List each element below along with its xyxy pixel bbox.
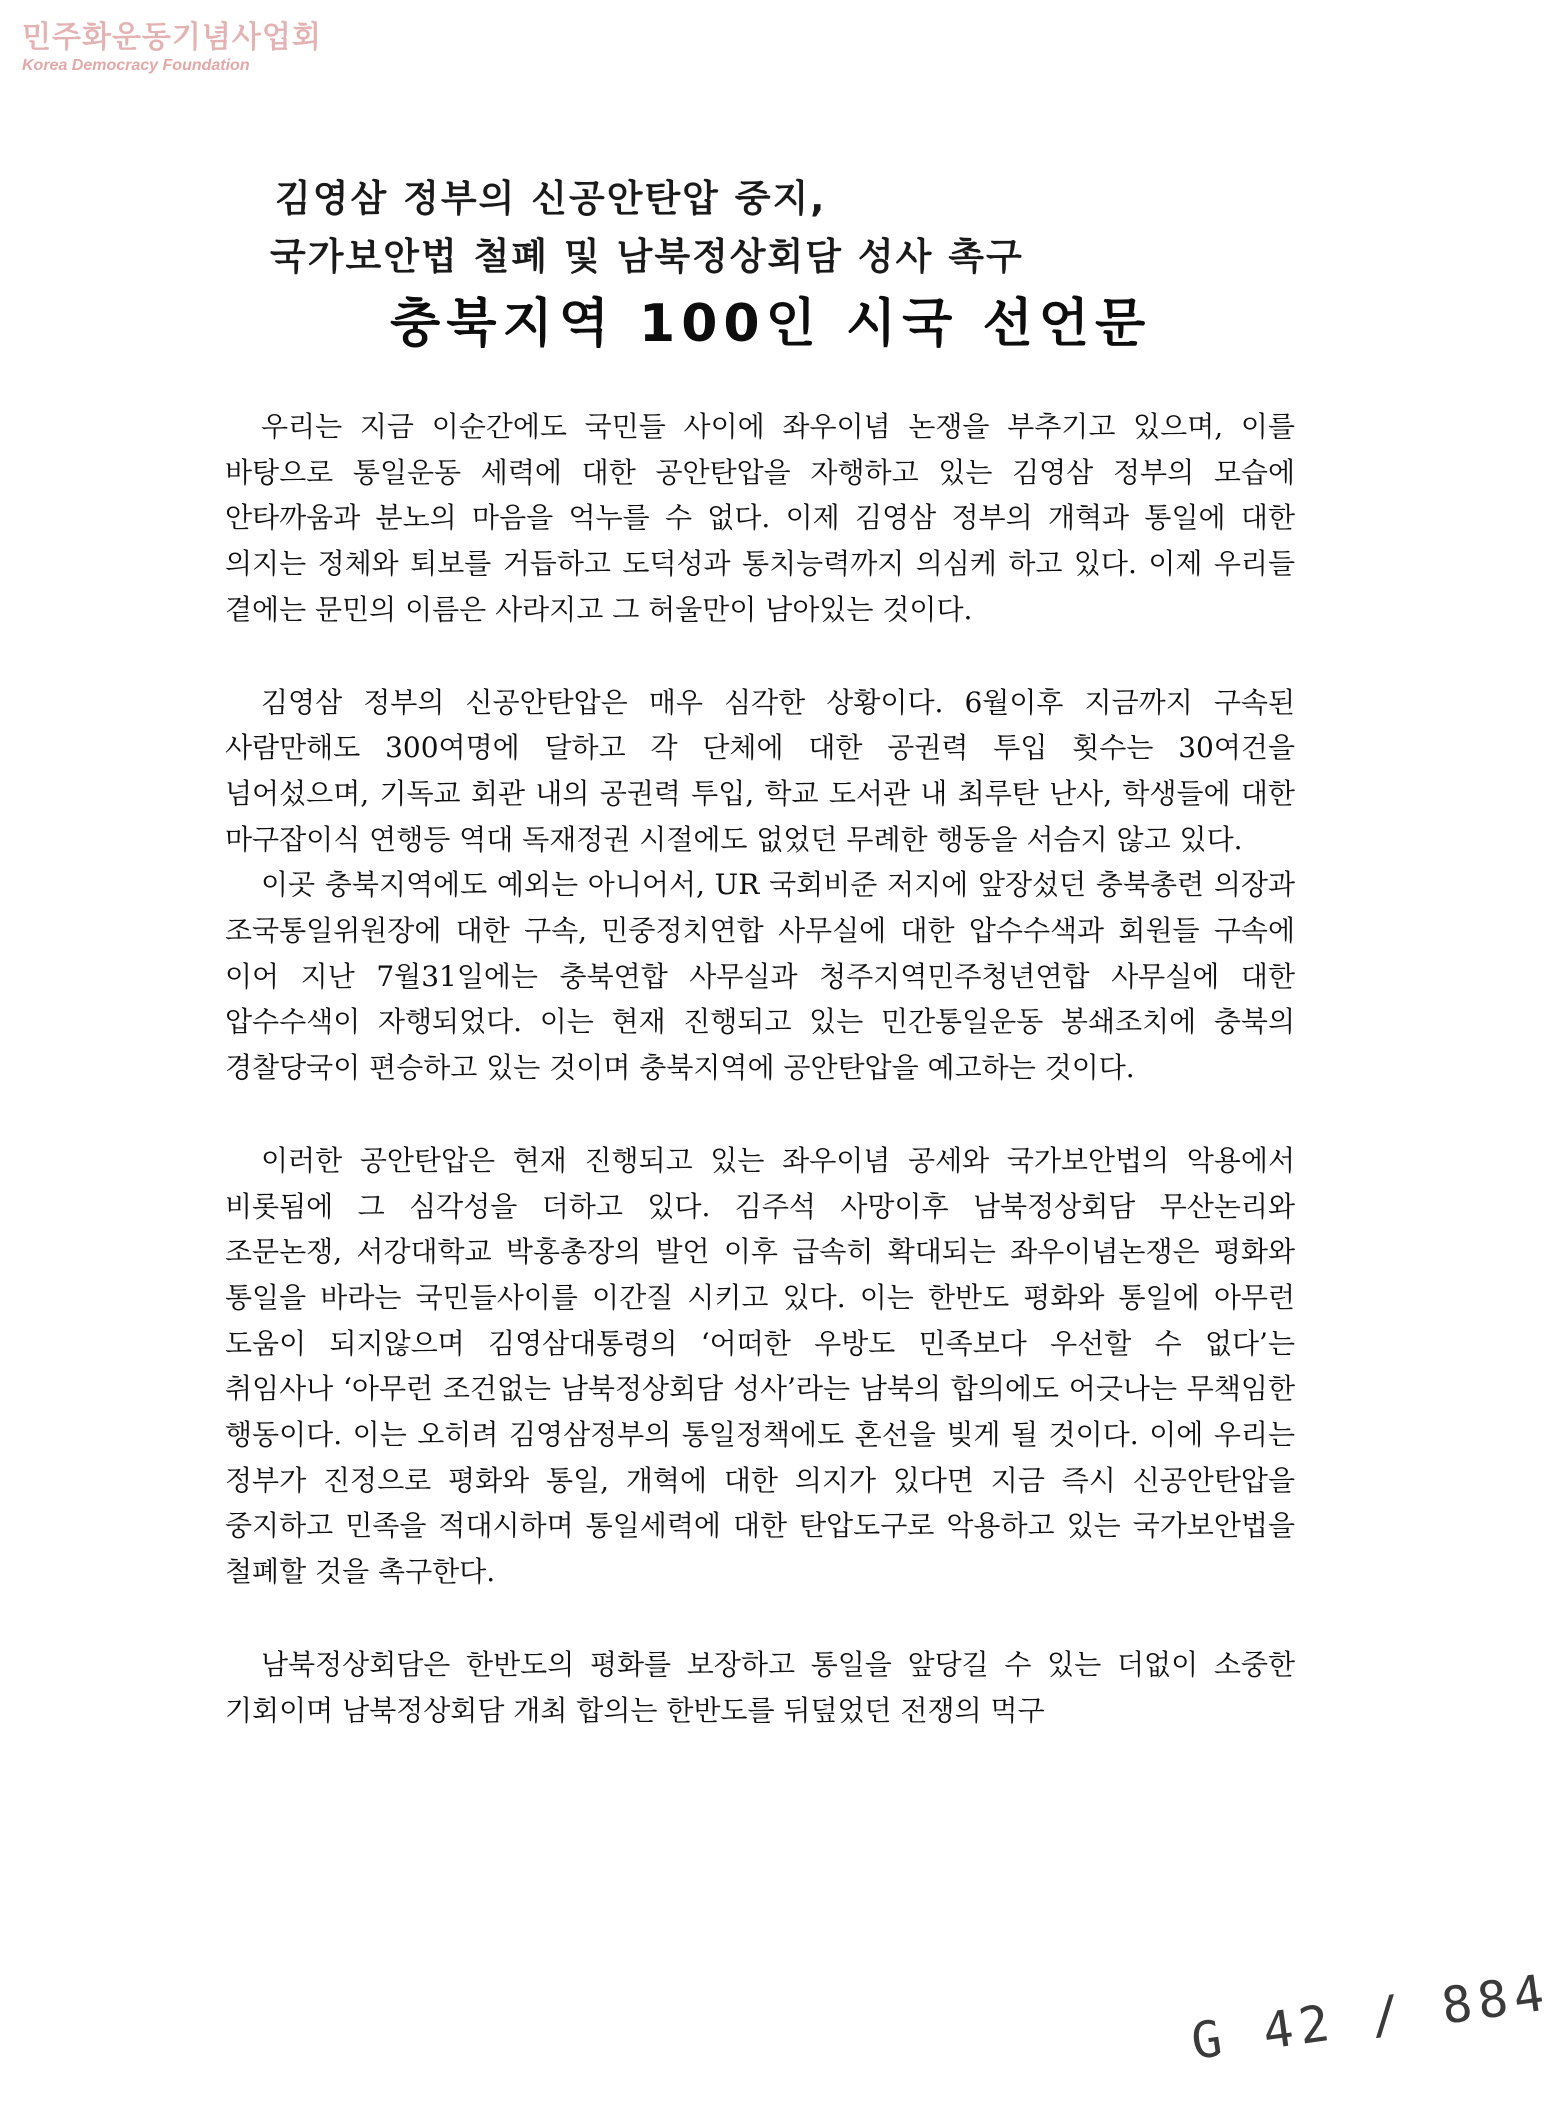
paragraph-5: 남북정상회담은 한반도의 평화를 보장하고 통일을 앞당길 수 있는 더없이 소중한 기회이며 남북정상회담 개최 합의는 한반도를 뒤덮었던 전쟁의 먹구 xyxy=(225,1647,1295,1727)
title-line-1: 김영삼 정부의 신공안탄압 중지, xyxy=(275,177,827,220)
paragraph-3: 이곳 충북지역에도 예외는 아니어서, UR 국회비준 저지에 앞장섰던 충북총련 의장과 조국통일위원장에 대한 구속, 민중정치연합 사무실에 대한 압수수색과 회원들 구속에 이어 지난 7월31일에는 충북연합 사무실과 청주지역민주청년연합 사무실에 대한 압수수색이 자행되었다. 이는 현재 진행되고 있는 민간통일운동 봉쇄조치에 충북의 경찰당국이 편승하고 있는 것이며 충북지역에 공안탄압을 예고하는 것이다. xyxy=(225,868,1295,1085)
watermark-logo xyxy=(22,20,322,76)
watermark-korean: 민주화운동기념사업회 xyxy=(22,20,322,55)
paragraph-4: 이러한 공안탄압은 현재 진행되고 있는 좌우이념 공세와 국가보안법의 악용에서 비롯됨에 그 심각성을 더하고 있다. 김주석 사망이후 남북정상회담 무산논리와 조문논쟁, 서강대학교 박홍총장의 발언 이후 급속히 확대되는 좌우이념논쟁은 평화와 통일을 바라는 국민들사이를 이간질 시키고 있다. 이는 한반도 평화와 통일에 아무런 도움이 되지않으며 김영삼대통령의 ‘어떠한 우방도 민족보다 우선할 수 없다’는 취임사나 ‘아무런 조건없는 남북정상회담 성사’라는 남북의 합의에도 어긋나는 무책임한 행동이다. 이는 오히려 김영삼정부의 통일정책에도 혼선을 빚게 될 것이다. 이에 우리는 정부가 진정으로 평화와 통일, 개혁에 대한 의지가 있다면 지금 즉시 신공안탄압을 중지하고 민족을 적대시하며 통일세력에 대한 탄압도구로 악용하고 있는 국가보안법을 철폐할 것을 촉구한다. xyxy=(225,1143,1295,1589)
title-main: 충북지역 100인 시국 선언문 xyxy=(390,294,1152,354)
document-title xyxy=(0,170,1490,362)
document-body xyxy=(225,404,1295,1733)
paragraph-1: 우리는 지금 이순간에도 국민들 사이에 좌우이념 논쟁을 부추기고 있으며, 이를 바탕으로 통일운동 세력에 대한 공안탄압을 자행하고 있는 김영삼 정부의 모습에 안타까움과 분노의 마음을 억누를 수 없다. 이제 김영삼 정부의 개혁과 통일에 대한 의지는 정체와 퇴보를 거듭하고 도덕성과 통치능력까지 의심케 하고 있다. 이제 우리들 곁에는 문민의 이름은 사라지고 그 허울만이 남아있는 것이다. xyxy=(225,410,1295,626)
watermark-english: Korea Democracy Foundation xyxy=(22,57,250,74)
title-line-2: 국가보안법 철폐 및 남북정상회담 성사 촉구 xyxy=(270,235,1024,278)
paragraph-2: 김영삼 정부의 신공안탄압은 매우 심각한 상황이다. 6월이후 지금까지 구속된 사람만해도 300여명에 달하고 각 단체에 대한 공권력 투입 횟수는 30여건을 넘어섰으며, 기독교 회관 내의 공권력 투입, 학교 도서관 내 최루탄 난사, 학생들에 대한 마구잡이식 연행등 역대 독재정권 시절에도 없었던 무례한 행동을 서슴지 않고 있다. xyxy=(225,685,1295,856)
handwritten-archive-number: G 42 / 884 xyxy=(1187,1963,1553,2071)
